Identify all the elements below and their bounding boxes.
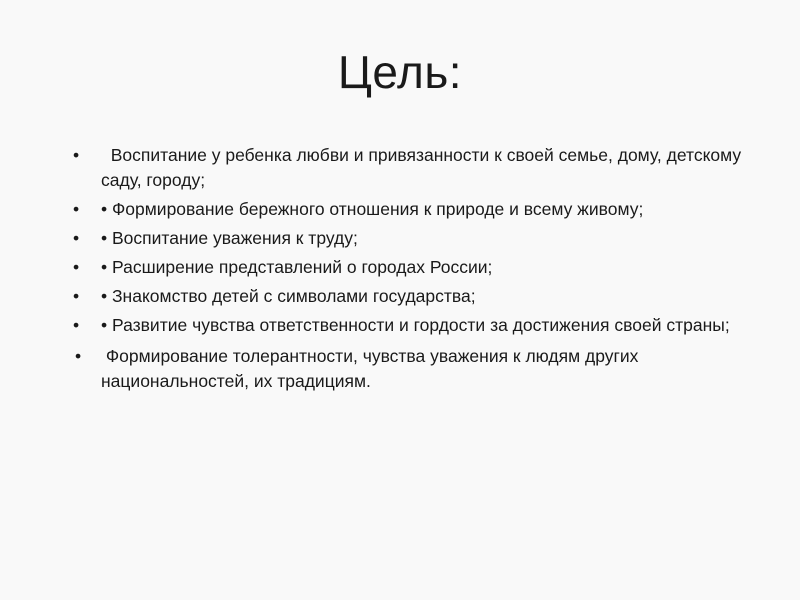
goal-list	[70, 143, 760, 398]
bullet-icon: •	[73, 145, 80, 165]
list-item-text: • Расширение представлений о городах России;	[101, 257, 493, 277]
slide-title: Цель:	[337, 46, 463, 98]
bullet-icon: •	[73, 286, 80, 306]
bullet-icon: •	[73, 315, 80, 335]
bullet-icon: •	[73, 228, 80, 248]
list-item-text: Формирование толерантности, чувства уважения к людям других национальностей, их традициям.	[101, 346, 644, 391]
list-item	[70, 197, 760, 222]
list-item	[70, 344, 760, 394]
list-item-text: • Воспитание уважения к труду;	[101, 228, 358, 248]
list-item	[70, 143, 760, 193]
list-item	[70, 313, 760, 338]
list-item-text: • Развитие чувства ответственности и гордости за достижения своей страны;	[101, 315, 730, 335]
list-item-text: • Знакомство детей с символами государства;	[101, 286, 476, 306]
bullet-icon: •	[75, 346, 82, 366]
list-item	[70, 255, 760, 280]
list-item-text: Воспитание у ребенка любви и привязанности к своей семье, дому, детскому саду, городу;	[101, 145, 747, 190]
list-item	[70, 226, 760, 251]
list-item-text: • Формирование бережного отношения к природе и всему живому;	[101, 199, 644, 219]
list-item	[70, 284, 760, 309]
bullet-icon: •	[73, 257, 80, 277]
bullet-icon: •	[73, 199, 80, 219]
